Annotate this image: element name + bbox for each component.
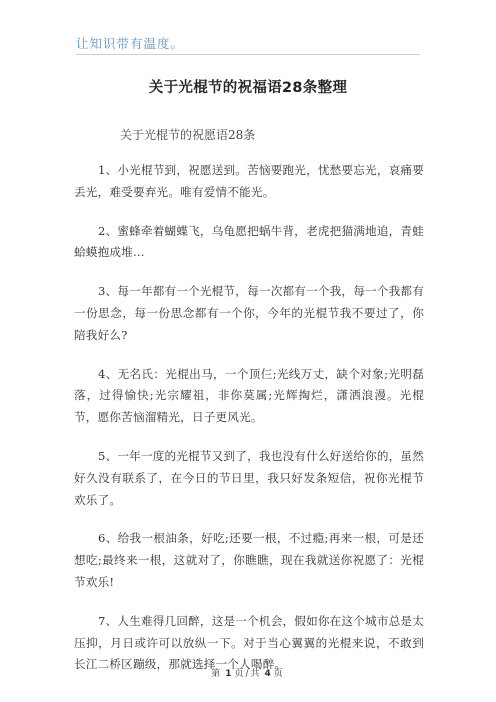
document-body bbox=[74, 160, 424, 693]
document-title: 关于光棍节的祝福语28条整理 bbox=[148, 80, 348, 96]
current-page-number: 1 bbox=[225, 669, 232, 679]
header-divider bbox=[76, 54, 420, 55]
page-footer bbox=[0, 666, 496, 679]
footer-middle: 页/共 bbox=[234, 669, 262, 679]
paragraph: 4、无名氏：光棍出马，一个顶仨;光线万丈，缺个对象;光明磊落，过得愉快;光宗耀祖，非你莫属;光辉掏烂，潇洒浪漫。光棍节，愿你苦恼溜精光，日子更风光。 bbox=[74, 366, 424, 425]
paragraph: 1、小光棍节到，祝愿送到。苦恼要跑光，忧愁要忘光，哀痛要丢光，难受要弃光。唯有爱情不能光。 bbox=[74, 163, 425, 199]
header-watermark-text: 让知识带有温度。 bbox=[76, 36, 185, 51]
footer-prefix: 第 bbox=[211, 669, 223, 679]
paragraph: 2、蜜蜂牵着蝴蝶飞，乌龟愿把蜗牛背，老虎把猫满地追，青蛙蛤蟆抱成堆... bbox=[74, 223, 425, 260]
paragraph: 3、每一年都有一个光棍节，每一次都有一个我，每一个我都有一份思念，每一份思念都有一个你，今年的光棍节我不要过了，你陪我好么? bbox=[74, 284, 425, 342]
document-subtitle: 关于光棍节的祝愿语28条 bbox=[120, 128, 256, 142]
total-page-count: 4 bbox=[264, 669, 271, 679]
paragraph: 7、人生难得几回醉，这是一个机会，假如你在这个城市总是太压抑，月日或许可以放纵一下。对于当心翼翼的光棍来说，不敢到长江二桥区蹦级，那就选择一个人喝醉。 bbox=[74, 613, 425, 672]
paragraph: 6、给我一根油条，好吃;还要一根，不过瘾;再来一根，可是还想吃;最终来一根，这就对了，你瞧瞧，现在我就送你祝愿了：光棍节欢乐! bbox=[74, 531, 424, 589]
paragraph: 5、一年一度的光棍节又到了，我也没有什么好送给你的，虽然好久没有联系了，在今日的节日里，我只好发条短信，祝你光棍节欢乐了。 bbox=[74, 448, 425, 507]
footer-suffix: 页 bbox=[273, 669, 285, 679]
